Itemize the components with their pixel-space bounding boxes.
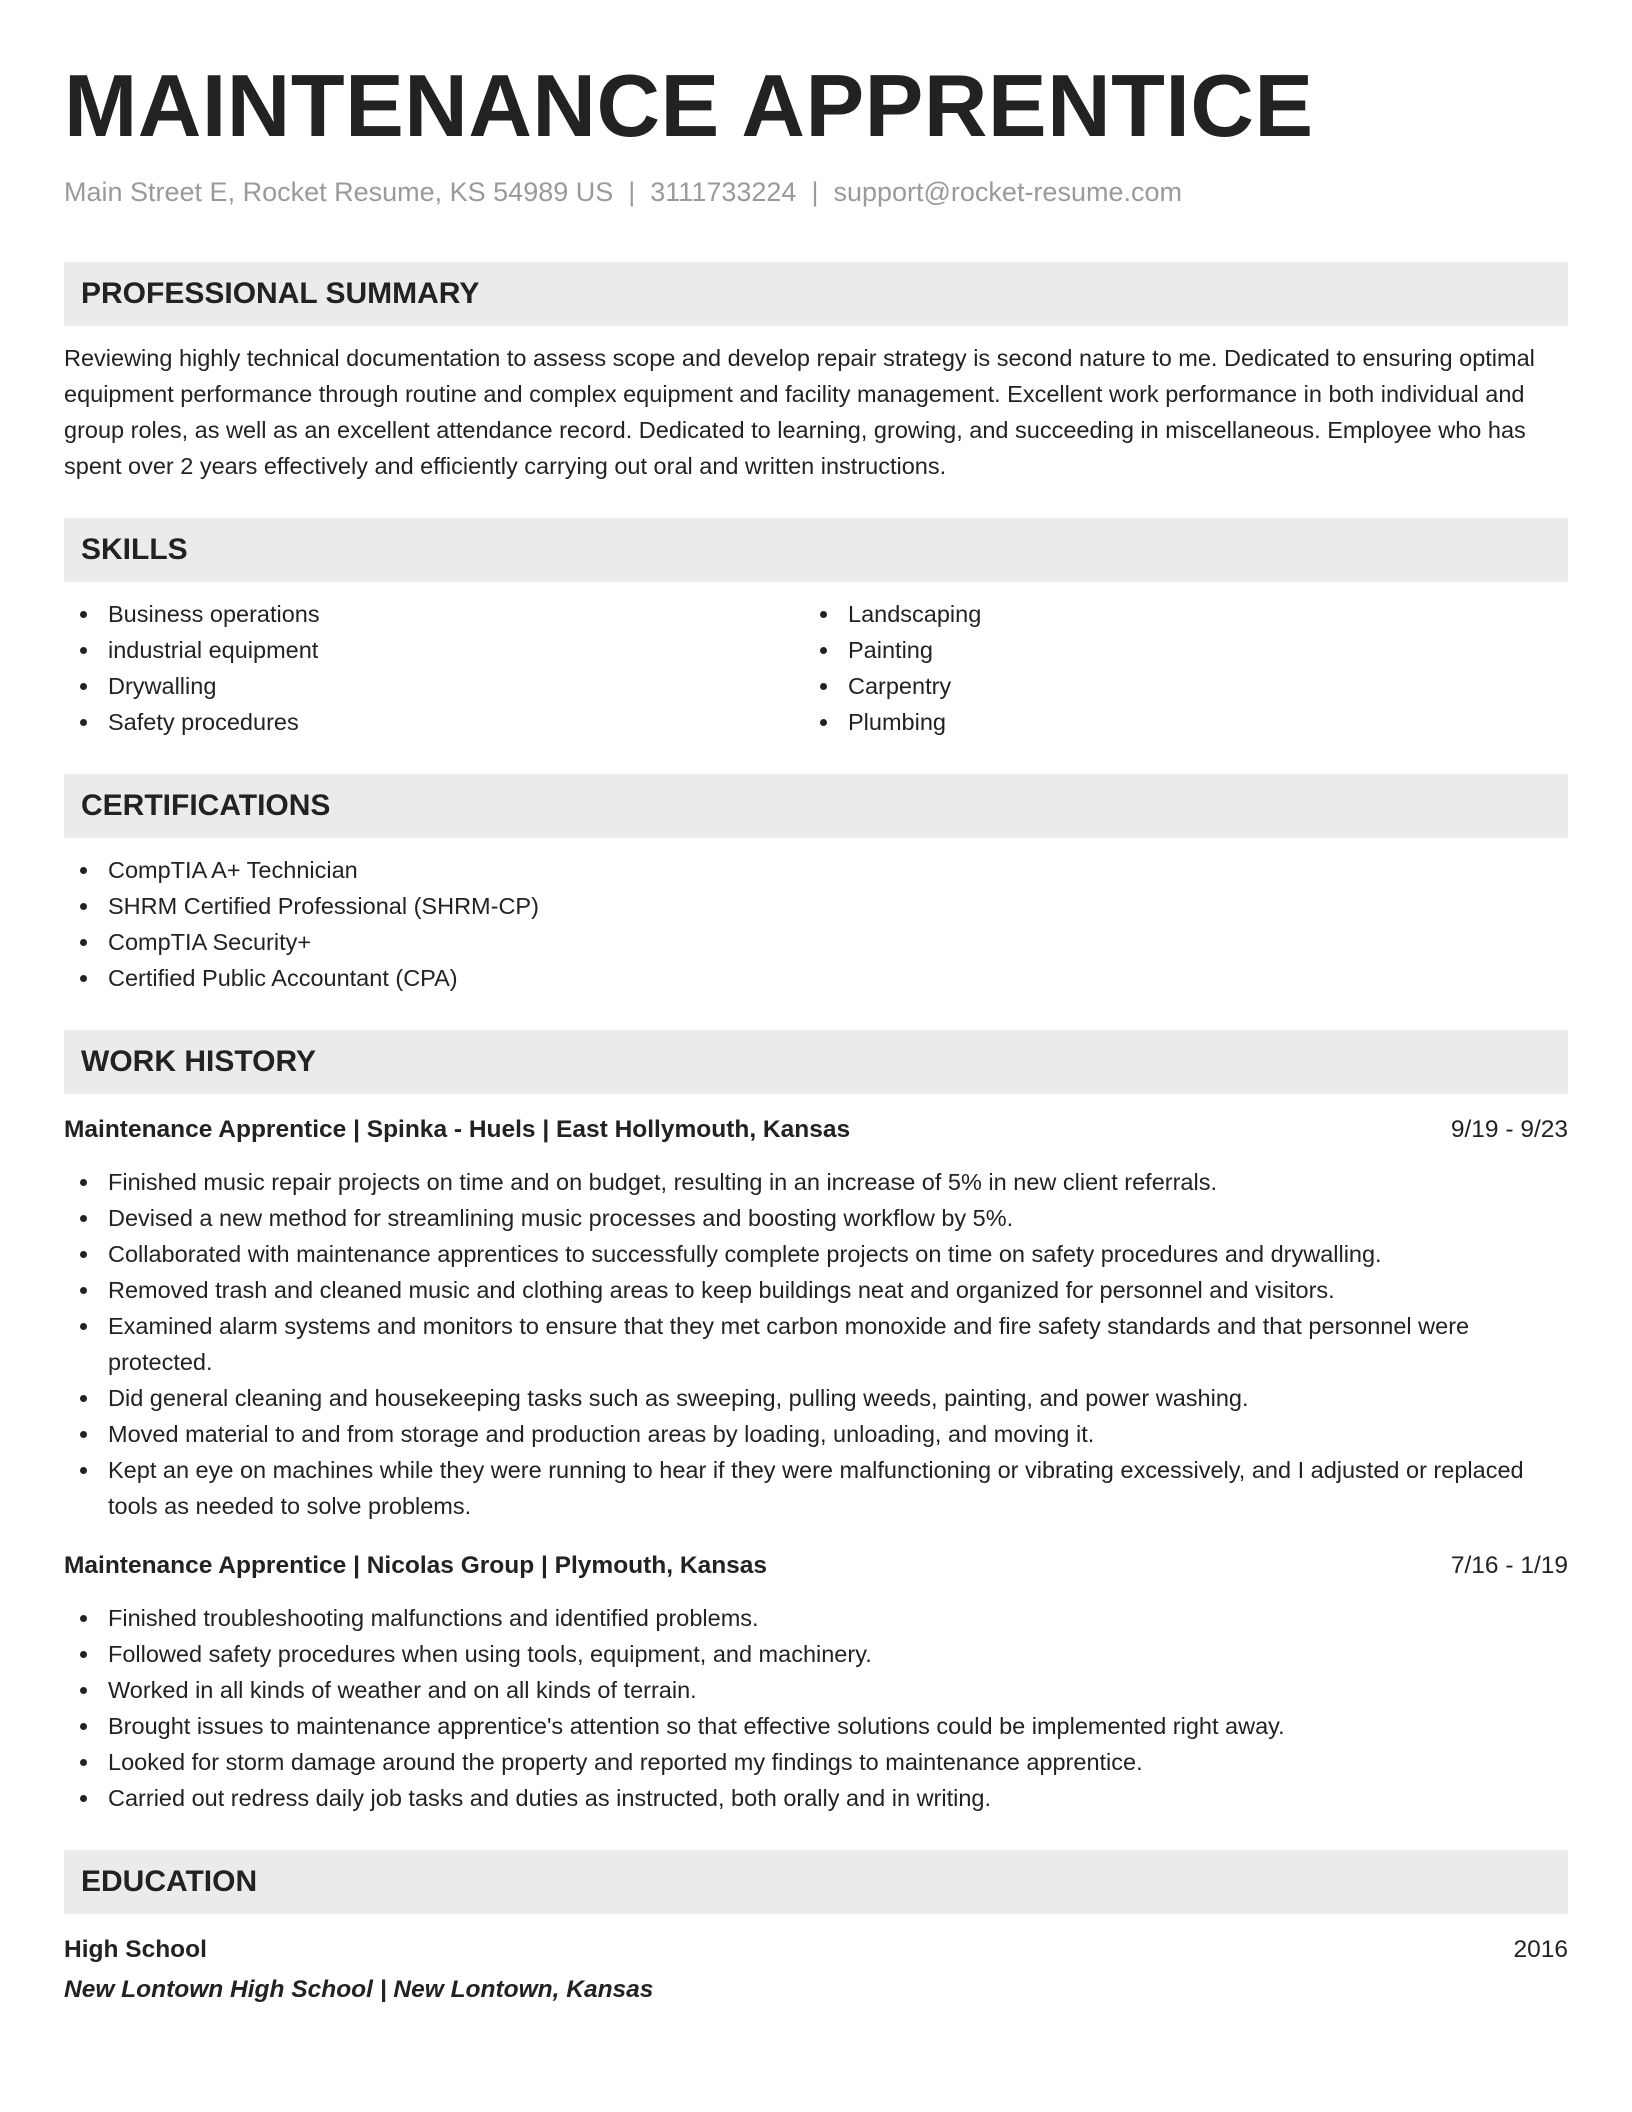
contact-separator: | [811,177,819,207]
job-dates: 7/16 - 1/19 [1450,1552,1568,1579]
certification-item: Certified Public Accountant (CPA) [64,960,1568,996]
job-duty-item: Removed trash and cleaned music and clothing areas to keep buildings neat and organized for personnel and visitors. [64,1272,1568,1308]
job-duty-item: Brought issues to maintenance apprentice's attention so that effective solutions could be implemented right away. [64,1708,1568,1744]
job-entry [64,1112,1568,1524]
job-duties-list [64,1164,1568,1524]
skill-item: Safety procedures [64,704,804,740]
education-degree: High School [64,1936,207,1963]
job-duty-item: Examined alarm systems and monitors to ensure that they met carbon monoxide and fire safety standards and that personnel were protected. [64,1308,1568,1380]
job-title: Maintenance Apprentice | Spinka - Huels | East Hollymouth, Kansas [64,1116,851,1143]
candidate-name: MAINTENANCE APPRENTICE [64,56,1314,155]
section-heading-summary: PROFESSIONAL SUMMARY [64,262,1568,326]
section-heading-certifications: CERTIFICATIONS [64,774,1568,838]
certification-item: SHRM Certified Professional (SHRM-CP) [64,888,1568,924]
job-duties-list [64,1600,1568,1816]
skills-column-right [804,596,1544,740]
contact-line [64,174,1568,210]
contact-email: support@rocket-resume.com [833,177,1182,207]
contact-phone: 3111733224 [650,177,797,207]
education-year: 2016 [1513,1936,1568,1963]
job-duty-item: Finished troubleshooting malfunctions and identified problems. [64,1600,1568,1636]
job-duty-item: Looked for storm damage around the property and reported my findings to maintenance apprentice. [64,1744,1568,1780]
section-heading-work-history: WORK HISTORY [64,1030,1568,1094]
job-header [64,1548,1568,1584]
skill-item: Carpentry [804,668,1544,704]
job-dates: 9/19 - 9/23 [1450,1116,1568,1143]
summary-text: Reviewing highly technical documentation to assess scope and develop repair strategy is second nature to me. Dedicated to ensuring optimal equipment performance through routine and complex equipment and facility management. Excellent work performance in both individual and group roles, as well as an excellent attendance record. Dedicated to learning, growing, and succeeding in miscellaneous. Employee who has spent over 2 years effectively and efficiently carrying out oral and written instructions. [64,345,1535,479]
education-header [64,1932,1568,1968]
certification-item: CompTIA Security+ [64,924,1568,960]
skill-item: Landscaping [804,596,1544,632]
job-header [64,1112,1568,1148]
skills-column-left [64,596,804,740]
job-duty-item: Kept an eye on machines while they were running to hear if they were malfunctioning or vibrating excessively, and I adjusted or replaced tools as needed to solve problems. [64,1452,1568,1524]
contact-address: Main Street E, Rocket Resume, KS 54989 US [64,177,614,207]
job-duty-item: Did general cleaning and housekeeping tasks such as sweeping, pulling weeds, painting, and power washing. [64,1380,1568,1416]
certification-item: CompTIA A+ Technician [64,852,1568,888]
skill-item: Business operations [64,596,804,632]
contact-separator: | [628,177,636,207]
job-duty-item: Collaborated with maintenance apprentices to successfully complete projects on time on safety procedures and drywalling. [64,1236,1568,1272]
job-duty-item: Moved material to and from storage and production areas by loading, unloading, and moving it. [64,1416,1568,1452]
skill-item: Plumbing [804,704,1544,740]
job-duty-item: Followed safety procedures when using tools, equipment, and machinery. [64,1636,1568,1672]
job-duty-item: Finished music repair projects on time and on budget, resulting in an increase of 5% in new client referrals. [64,1164,1568,1200]
certifications-list [64,852,1568,996]
job-duty-item: Devised a new method for streamlining music processes and boosting workflow by 5%. [64,1200,1568,1236]
skill-item: Drywalling [64,668,804,704]
skill-item: industrial equipment [64,632,804,668]
section-heading-skills: SKILLS [64,518,1568,582]
section-heading-education: EDUCATION [64,1850,1568,1914]
job-duty-item: Carried out redress daily job tasks and duties as instructed, both orally and in writing. [64,1780,1568,1816]
job-title: Maintenance Apprentice | Nicolas Group | Plymouth, Kansas [64,1552,768,1579]
job-duty-item: Worked in all kinds of weather and on all kinds of terrain. [64,1672,1568,1708]
education-school: New Lontown High School | New Lontown, Kansas [64,1976,654,2003]
job-entry [64,1548,1568,1816]
skills-list [64,596,1568,740]
skill-item: Painting [804,632,1544,668]
